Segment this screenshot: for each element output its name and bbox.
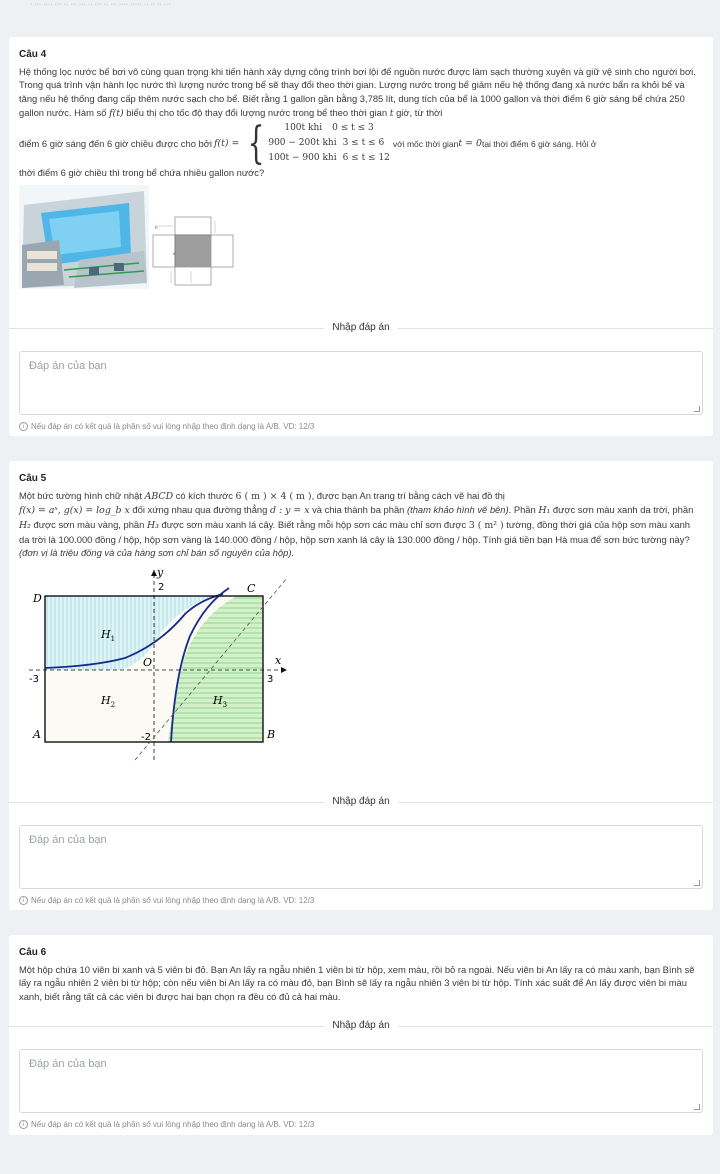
label-y: y bbox=[157, 566, 164, 580]
label-c: C bbox=[247, 582, 256, 596]
question-text: Một bức tường hình chữ nhật ABCD có kích thước 6 ( m ) × 4 ( m ), được bạn An trang trí bằng cách vẽ hai đồ thị f(x) = aˣ, g(x) = log_b x đối xứng nhau qua đường thẳng d : y = x và chia thành ba phần (tham khảo hình vẽ bên). Phần H₁ được sơn màu xanh da trời, phần H₂ được sơn màu vàng, phần H₃ được sơn màu xanh lá cây. Biết rằng mỗi hộp sơn các màu chỉ sơn được 3 ( m² ) tường, đồng thời giá của hộp sơn màu xanh da trời là 100.000 đồng / hộp, hộp sơn vàng là 140.000 đồng / hộp, hộp sơn xanh lá cây là 130.000 đồng / hộp. Tính giá tiền bạn Hà mua để sơn bức tường này? (đơn vị là triệu đồng và của hàng sơn chỉ bán số nguyên của hộp). bbox=[19, 489, 694, 559]
answer-input[interactable] bbox=[20, 1050, 702, 1112]
label-h2: $H_2$ bbox=[101, 694, 116, 710]
question-title: Câu 6 bbox=[19, 947, 47, 958]
question-text: Một hộp chứa 10 viên bi xanh và 5 viên bi đỏ. Bạn An lấy ra ngẫu nhiên 1 viên bi từ hộp, xem màu, rồi bỏ ra ngoài. Nếu viên bi An lấy ra có màu xanh, bạn Bình sẽ lấy ra ngẫu nhiên 2 viên bi từ hộp; còn nếu viên bi An lấy ra có màu đỏ, bạn Bình sẽ lấy ra ngẫu nhiên 3 viên bi từ hộp. Tính xác suất để An lấy được viên bi màu xanh, biết rằng tất cả các viên bi được hai bạn chọn ra đều có đủ cả hai màu. bbox=[19, 963, 695, 1003]
truncated-header-text: · ··· ···· ··· ·· ··· ··· ·· ··· ·· ··· ···· ····· ·· ·· ·· ··· bbox=[30, 1, 171, 8]
diagram-label-h: h bbox=[155, 225, 158, 231]
question-text-end: thời điểm 6 giờ chiều thì trong bể chứa nhiều gallon nước? bbox=[19, 167, 265, 179]
tick-bottom: -2 bbox=[141, 732, 151, 744]
label-origin: O bbox=[143, 656, 153, 670]
info-icon: i bbox=[19, 422, 28, 431]
box-net-diagram bbox=[151, 215, 235, 287]
answer-section-label: Nhập đáp án bbox=[332, 1019, 390, 1031]
answer-divider bbox=[9, 319, 713, 337]
diagram-label-x: x bbox=[173, 251, 176, 257]
piecewise-function: { 100t khi 0 ≤ t ≤ 3 900 − 200t khi 3 ≤ t ≤ 6 100t − 900 khi 6 ≤ t ≤ 12 bbox=[247, 117, 390, 169]
answer-box bbox=[19, 351, 703, 415]
answer-divider bbox=[9, 793, 713, 811]
tick-left: -3 bbox=[29, 674, 39, 686]
answer-hint: i Nếu đáp án có kết quả là phân số vui lòng nhập theo định dạng là A/B. VD: 12/3 bbox=[19, 895, 314, 907]
answer-section-label: Nhập đáp án bbox=[332, 795, 390, 807]
answer-hint: i Nếu đáp án có kết quả là phân số vui lòng nhập theo định dạng là A/B. VD: 12/3 bbox=[19, 1119, 314, 1131]
question-card-4 bbox=[9, 37, 713, 436]
answer-input[interactable] bbox=[20, 352, 702, 414]
piecewise-line: điểm 6 giờ sáng đến 6 giờ chiều được cho bởi f(t) = { 100t khi 0 ≤ t ≤ 3 900 − 200t khi 3 ≤ t ≤ 6 100t − 900 khi 6 ≤ t ≤ 12 với mốc thời gian t = 0 tại thời điểm 6 giờ sáng. Hỏi ở bbox=[19, 117, 597, 169]
label-a: A bbox=[33, 728, 41, 742]
answer-input[interactable] bbox=[20, 826, 702, 888]
tick-top: 2 bbox=[158, 582, 165, 594]
question-text: Hệ thống lọc nước bể bơi vô cùng quan trọng khi tiến hành xây dựng công trình bơi lội để nguồn nước được làm sạch thường xuyên và giữ vệ sinh cho người bơi. Trong quá trình vận hành lọc nước thì lượng nước trong bể sẽ thay đổi theo thời gian. Lượng nước trong bể giảm nếu hệ thống đang xả nước bẩn ra khỏi bể và tăng nếu hệ thống đang cấp thêm nước sạch cho bể. Biết rằng 1 gallon gần bằng 3,785 lít, dung tích của bể là 1000 gallon và thời điểm 6 giờ sáng bể chứa 250 gallon nước. Hàm số f(t) biểu thị cho tốc độ thay đổi lượng nước trong bể theo thời gian t giờ, từ thời bbox=[19, 65, 696, 119]
q4-figures bbox=[19, 185, 703, 289]
label-h1: $H_1$ bbox=[101, 628, 116, 644]
question-card-6 bbox=[9, 935, 713, 1135]
wall-graph-figure bbox=[25, 566, 295, 766]
tick-right: 3 bbox=[267, 674, 274, 686]
resize-handle[interactable] bbox=[694, 1104, 700, 1110]
answer-box bbox=[19, 1049, 703, 1113]
label-b: B bbox=[267, 728, 276, 742]
info-icon: i bbox=[19, 1120, 28, 1129]
resize-handle[interactable] bbox=[694, 406, 700, 412]
answer-divider bbox=[9, 1017, 713, 1035]
pool-illustration bbox=[19, 185, 149, 289]
label-d: D bbox=[33, 592, 42, 606]
info-icon: i bbox=[19, 896, 28, 905]
answer-hint: i Nếu đáp án có kết quả là phân số vui lòng nhập theo định dạng là A/B. VD: 12/3 bbox=[19, 421, 314, 433]
question-title: Câu 5 bbox=[19, 473, 47, 484]
label-x: x bbox=[275, 654, 282, 668]
question-title: Câu 4 bbox=[19, 49, 47, 60]
answer-box bbox=[19, 825, 703, 889]
answer-section-label: Nhập đáp án bbox=[332, 321, 390, 333]
question-card-5 bbox=[9, 461, 713, 910]
label-h3: $H_3$ bbox=[213, 694, 228, 710]
resize-handle[interactable] bbox=[694, 880, 700, 886]
